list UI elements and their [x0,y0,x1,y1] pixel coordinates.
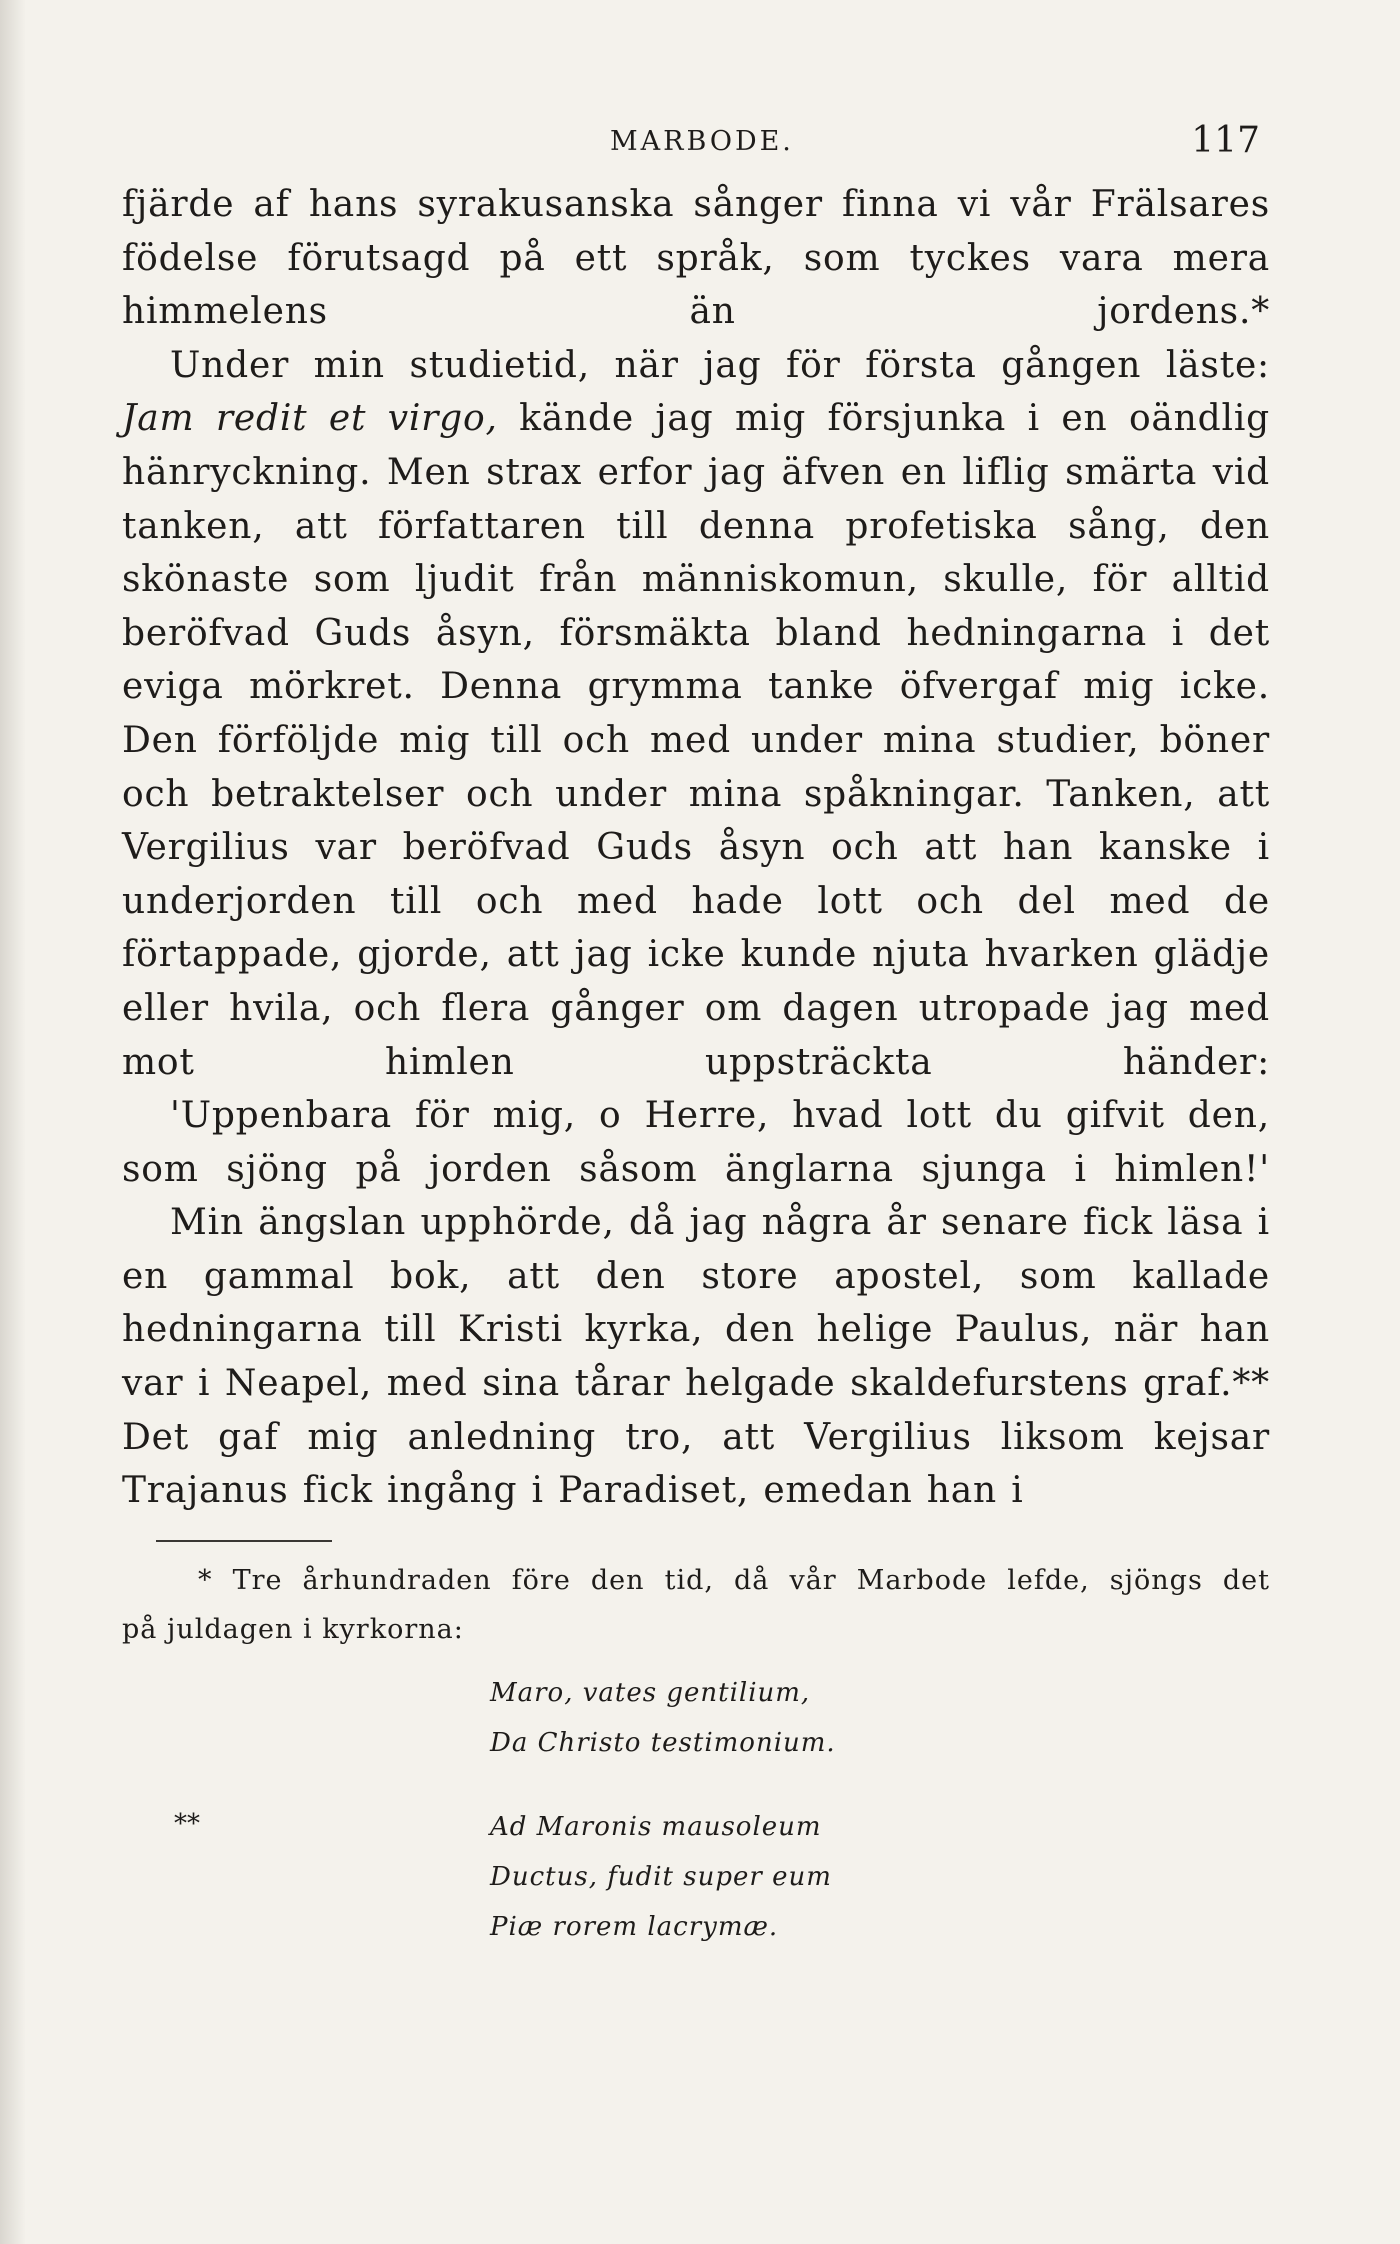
paragraph-2-intro: Under min studietid, när jag för första gången läste: [170,344,1270,386]
running-head [122,108,1270,178]
latin-verse-2 [122,1802,1270,1952]
paragraph-1-text: fjärde af hans syrakusanska sånger finna vi vår Frälsares födelse förutsagd på ett språk, som tyckes vara mera himmelens än jordens.* [122,184,1270,333]
page-edge-shadow [0,0,26,2244]
body-text [122,178,1270,1518]
running-title: MARBODE. [610,126,794,157]
paragraph-4-text: Min ängslan upphörde, då jag några år senare fick läsa i en gammal bok, att den store apostel, som kallade hedningarna till Kristi kyrka, den helige Paulus, när han var i Neapel, med sina tårar helgade skaldefurstens graf.** Det gaf mig anledning tro, att Vergilius liksom kejsar Trajanus fick ingång i Paradiset, emedan han i [122,1202,1270,1512]
paragraph-3-text: 'Uppenbara för mig, o Herre, hvad lott du gifvit den, som sjöng på jorden såsom änglarna sjunga i himlen!' [122,1095,1270,1190]
verse-line: Ductus, fudit super eum [490,1861,832,1892]
footnotes [122,1556,1270,1952]
paragraph-1 [122,178,1270,339]
footnote-1-line-1: * Tre århundraden före den tid, då vår Marbode lefde, sjöngs det [198,1564,1270,1596]
paragraph-4 [122,1196,1270,1518]
paragraph-3 [122,1089,1270,1196]
verse-line: Piæ rorem lacrymæ. [490,1911,779,1942]
verse-line: Da Christo testimonium. [490,1727,836,1758]
footnote-1-line-2: på juldagen i kyrkorna: [122,1613,464,1645]
verse-line: Ad Maronis mausoleum [490,1811,822,1842]
latin-quote: Jam redit et virgo, [122,398,498,440]
paragraph-2-rest: kände jag mig försjunka i en oändlig hänryckning. Men strax erfor jag äfven en liflig smärta vid tanken, att författaren till denna profetiska sång, den skönaste som ljudit från människomun, skulle, för alltid beröfvad Guds åsyn, försmäkta bland hedningarna i det eviga mörkret. Denna grymma tanke öfvergaf mig icke. Den förföljde mig till och med under mina studier, böner och betraktelser och under mina spåkningar. Tanken, att Vergilius var beröfvad Guds åsyn och att han kanske i underjorden till och med hade lott och del med de förtappade, gjorde, att jag icke kunde njuta hvarken glädje eller hvila, och flera gånger om dagen utropade jag med mot himlen uppsträckta händer: [122,398,1270,1083]
paragraph-2 [122,339,1270,1089]
footnote-2-mark: ** [174,1808,200,1839]
page-number: 117 [1191,120,1260,161]
book-page [122,108,1270,1952]
verse-line: Maro, vates gentilium, [490,1677,811,1708]
footnote-rule [156,1540,332,1542]
latin-verse-1 [122,1668,1270,1768]
